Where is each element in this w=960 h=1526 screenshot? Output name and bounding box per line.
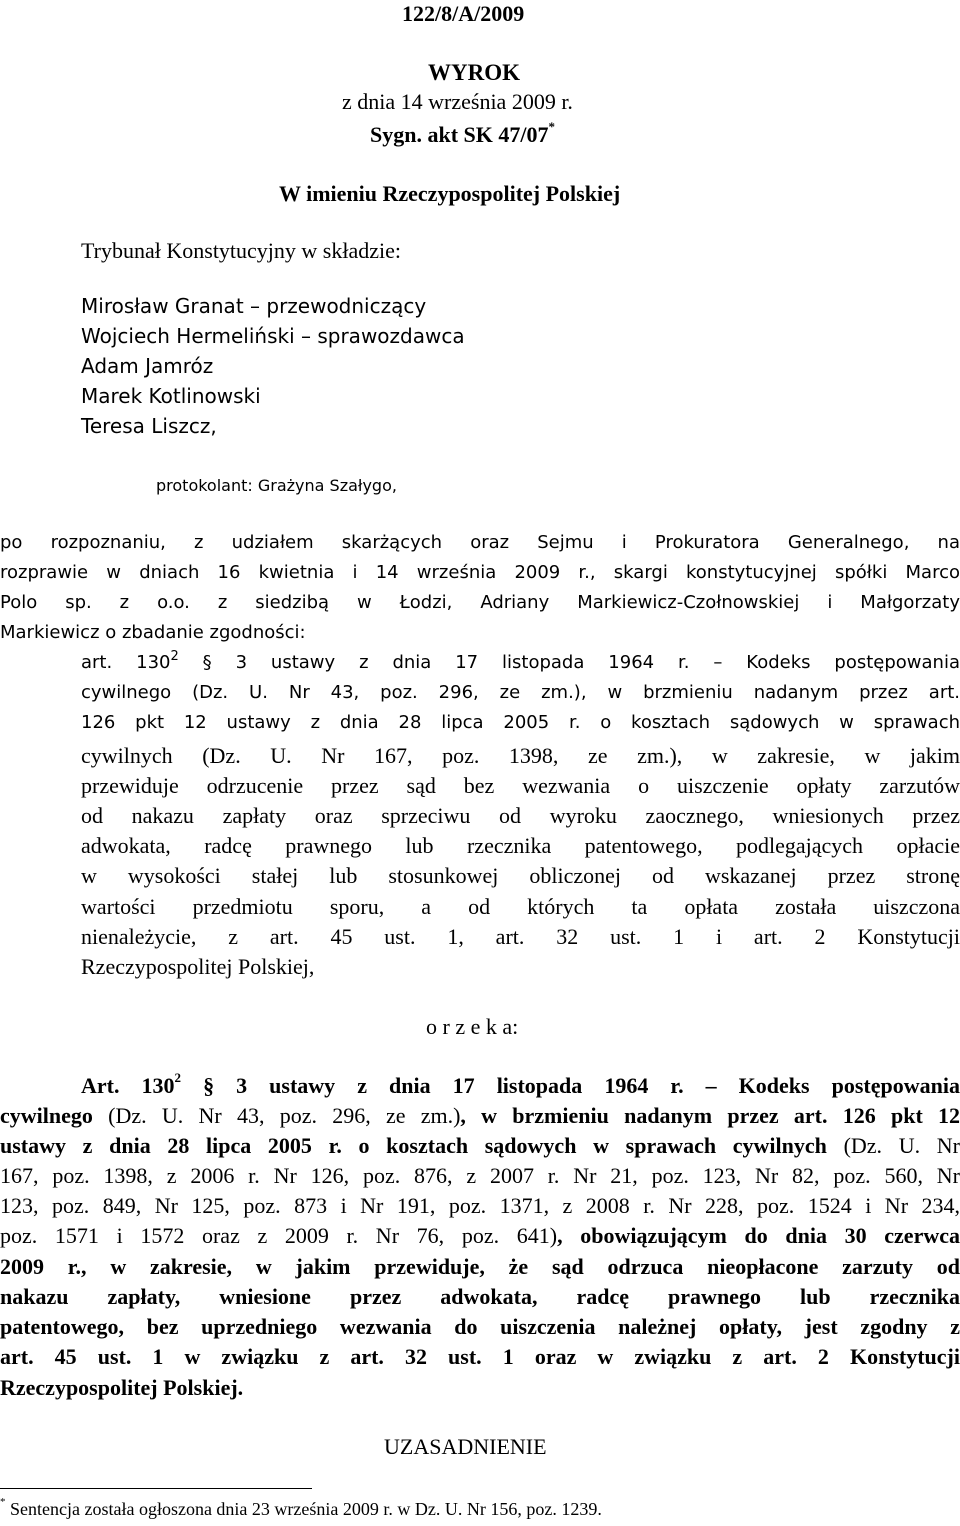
- provision-line: cywilnego (Dz. U. Nr 43, poz. 296, ze zm.), w brzmieniu nadanym przez art.: [81, 682, 960, 703]
- footnote: * Sentencja została ogłoszona dnia 23 września 2009 r. w Dz. U. Nr 156, poz. 1239.: [0, 1496, 602, 1519]
- ruling-line: Art. $130^2$ § 3 ustawy z dnia 17 listopada 1964 r. – Kodeks postępowania: [81, 1070, 960, 1098]
- member: Teresa Liszcz,: [81, 414, 217, 438]
- footnote-mark: *: [548, 119, 555, 134]
- provision-line: Rzeczypospolitej Polskiej,: [81, 954, 315, 979]
- ruling-heading: o r z e k a:: [426, 1014, 519, 1039]
- member: Marek Kotlinowski: [81, 384, 261, 408]
- ruling-line: ustawy z dnia 28 lipca 2005 r. o kosztach sądowych w sprawach cywilnych (Dz. U. Nr: [0, 1133, 960, 1158]
- footnote-separator: [0, 1488, 312, 1489]
- provision-line: nienależycie, z art. 45 ust. 1, art. 32 ust. 1 i art. 2 Konstytucji: [81, 924, 960, 949]
- ruling-line: poz. 1571 i 1572 oraz z 2009 r. Nr 76, poz. 641), obowiązującym do dnia 30 czerwca: [0, 1223, 960, 1248]
- member: Wojciech Hermeliński – sprawozdawca: [81, 324, 465, 348]
- judgment-date: z dnia 14 września 2009 r.: [342, 89, 573, 114]
- provision-line: cywilnych (Dz. U. Nr 167, poz. 1398, ze zm.), w zakresie, w jakim: [81, 743, 960, 768]
- paragraph-line: Markiewicz o zbadanie zgodności:: [0, 622, 306, 643]
- invocation: W imieniu Rzeczypospolitej Polskiej: [279, 181, 621, 206]
- provision-line: adwokata, radcę prawnego lub rzecznika patentowego, podlegających opłacie: [81, 833, 960, 858]
- ruling-line: art. 45 ust. 1 w związku z art. 32 ust. 1 oraz w związku z art. 2 Konstytucji: [0, 1344, 960, 1369]
- clerk: protokolant: Grażyna Szałygo,: [156, 476, 397, 495]
- justification-heading: UZASADNIENIE: [384, 1434, 547, 1459]
- paragraph-line: po rozpoznaniu, z udziałem skarżących oraz Sejmu i Prokuratora Generalnego, na: [0, 532, 960, 553]
- case-number: 122/8/A/2009: [402, 1, 525, 26]
- composition-heading: Trybunał Konstytucyjny w składzie:: [81, 238, 401, 263]
- paragraph-line: rozprawie w dniach 16 kwietnia i 14 września 2009 r., skargi konstytucyjnej spółki Marco: [0, 562, 960, 583]
- provision-line: przewiduje odrzucenie przez sąd bez wezwania o uiszczenie opłaty zarzutów: [81, 773, 960, 798]
- ruling-line: Rzeczypospolitej Polskiej.: [0, 1375, 244, 1400]
- provision-line: art. $130^2$ § 3 ustawy z dnia 17 listopada 1964 r. – Kodeks postępowania: [81, 649, 960, 673]
- ruling-line: nakazu zapłaty, wniesione przez adwokata, radcę prawnego lub rzecznika: [0, 1284, 960, 1309]
- case-signature: Sygn. akt SK 47/07*: [370, 119, 555, 147]
- member: Adam Jamróz: [81, 354, 214, 378]
- provision-line: wartości przedmiotu sporu, a od których ta opłata została uiszczona: [81, 894, 960, 919]
- provision-line: 126 pkt 12 ustawy z dnia 28 lipca 2005 r. o kosztach sądowych w sprawach: [81, 712, 960, 733]
- ruling-line: 167, poz. 1398, z 2006 r. Nr 126, poz. 876, z 2007 r. Nr 21, poz. 123, Nr 82, poz. 560, Nr: [0, 1163, 960, 1188]
- document-type: WYROK: [428, 60, 520, 85]
- ruling-line: 123, poz. 849, Nr 125, poz. 873 i Nr 191, poz. 1371, z 2008 r. Nr 228, poz. 1524 i Nr 234,: [0, 1193, 960, 1218]
- ruling-line: patentowego, bez uprzedniego wezwania do uiszczenia należnej opłaty, jest zgodny z: [0, 1314, 960, 1339]
- provision-line: od nakazu zapłaty oraz sprzeciwu od wyroku zaocznego, wniesionych przez: [81, 803, 960, 828]
- provision-line: w wysokości stałej lub stosunkowej obliczonej od wskazanej przez stronę: [81, 863, 960, 888]
- paragraph-line: Polo sp. z o.o. z siedzibą w Łodzi, Adriany Markiewicz-Czołnowskiej i Małgorzaty: [0, 592, 960, 613]
- ruling-line: 2009 r., w zakresie, w jakim przewiduje, że sąd odrzuca nieopłacone zarzuty od: [0, 1254, 960, 1279]
- ruling-line: cywilnego (Dz. U. Nr 43, poz. 296, ze zm.), w brzmieniu nadanym przez art. 126 pkt 12: [0, 1103, 960, 1128]
- member: Mirosław Granat – przewodniczący: [81, 294, 427, 318]
